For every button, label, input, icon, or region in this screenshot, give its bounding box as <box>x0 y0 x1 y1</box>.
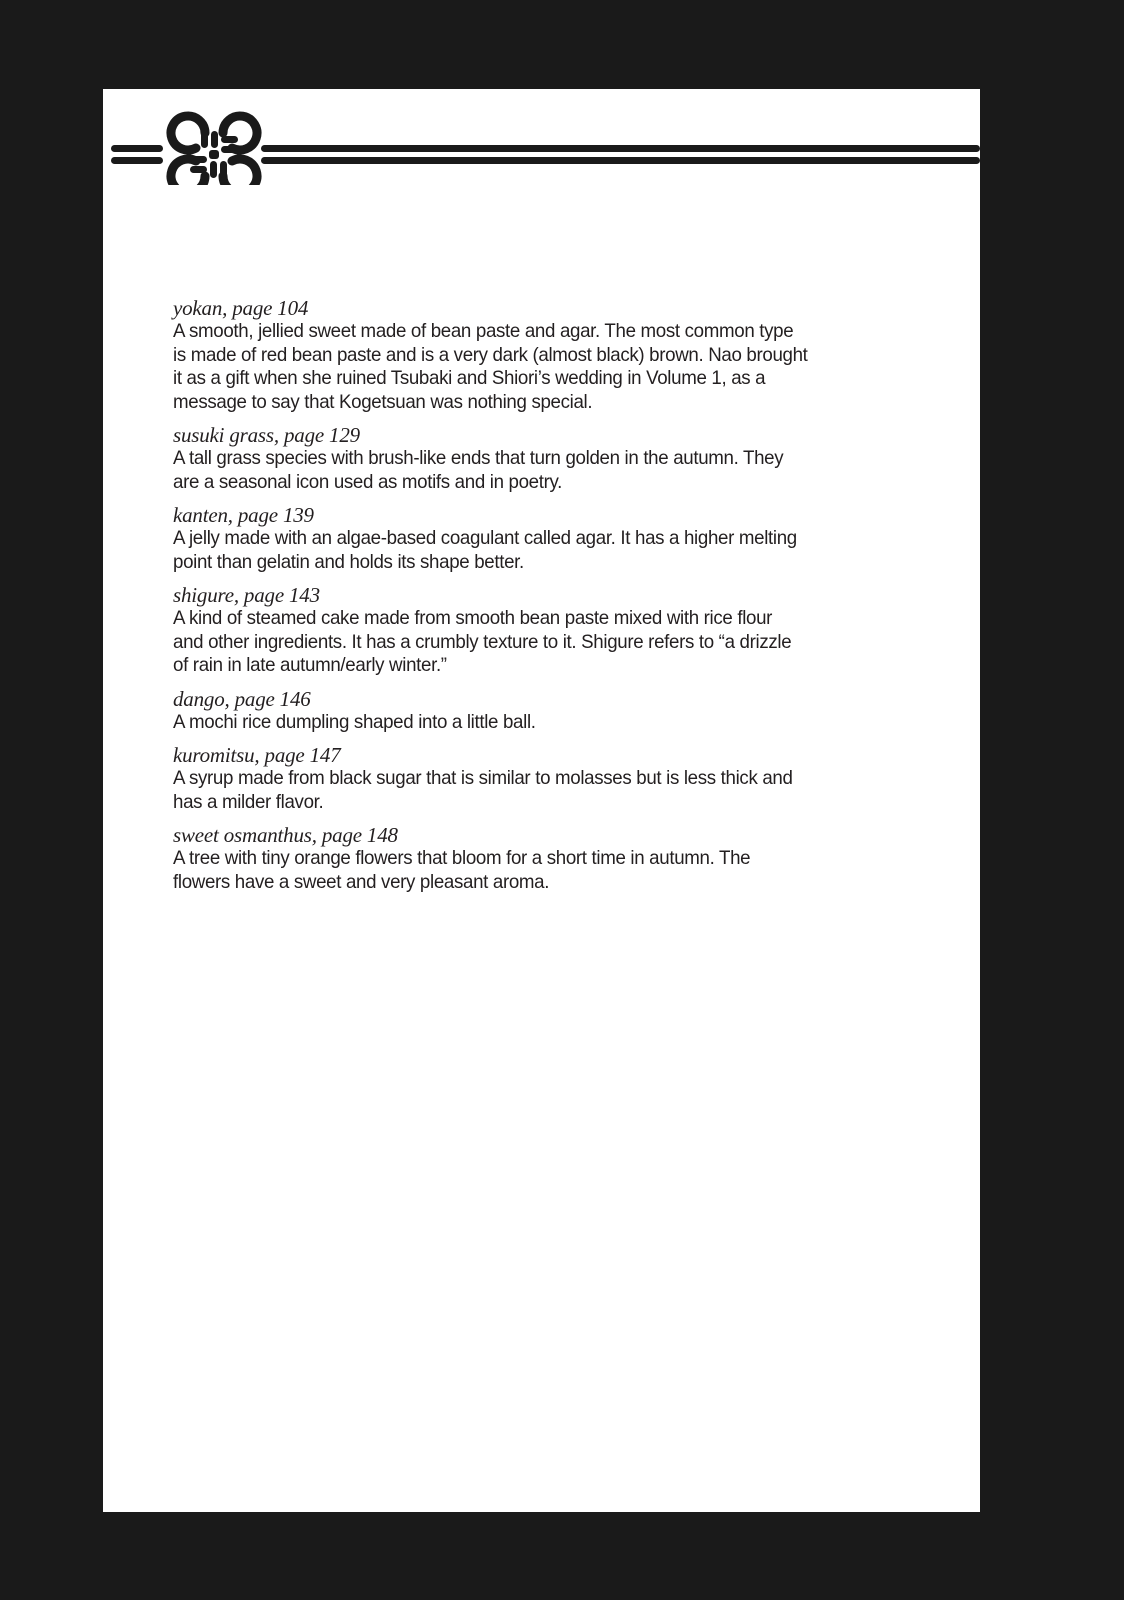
glossary-entry-kuromitsu <box>173 743 933 814</box>
glossary-definition: A tree with tiny orange flowers that bloom for a short time in autumn. The flowers have a sweet and very pleasant aroma. <box>173 847 751 893</box>
glossary-definition: A jelly made with an algae-based coagulant called agar. It has a higher melting point than gelatin and holds its shape better. <box>173 527 797 573</box>
glossary-entry-sweet-osmanthus <box>173 823 933 894</box>
glossary-term: kuromitsu, page 147 <box>173 743 341 767</box>
glossary-entry-susuki-grass <box>173 423 933 494</box>
glossary-entry-kanten <box>173 503 933 574</box>
glossary-term: sweet osmanthus, page 148 <box>173 823 398 847</box>
document-page <box>103 89 980 1512</box>
glossary-entry-yokan <box>173 296 933 414</box>
glossary-definition: A mochi rice dumpling shaped into a little ball. <box>173 710 536 733</box>
glossary-definition: A smooth, jellied sweet made of bean paste and agar. The most common type is made of red bean paste and is a very dark (almost black) brown. Nao brought it as a gift when she ruined Tsubaki and Shiori’s wedding in Volume 1, as a message to say that Kogetsuan was nothing special. <box>173 320 808 413</box>
knot-ornament-icon <box>111 101 980 185</box>
glossary-term: kanten, page 139 <box>173 503 314 527</box>
glossary-term: yokan, page 104 <box>173 296 309 320</box>
glossary-term: shigure, page 143 <box>173 583 320 607</box>
glossary-term: susuki grass, page 129 <box>173 423 360 447</box>
glossary-term: dango, page 146 <box>173 686 311 711</box>
glossary-entry-dango <box>173 687 933 735</box>
glossary-list <box>173 296 933 903</box>
glossary-definition: A tall grass species with brush-like ends that turn golden in the autumn. They are a seasonal icon used as motifs and in poetry. <box>173 447 784 493</box>
glossary-definition: A syrup made from black sugar that is similar to molasses but is less thick and has a milder flavor. <box>173 767 793 813</box>
glossary-entry-shigure <box>173 583 933 678</box>
glossary-definition: A kind of steamed cake made from smooth bean paste mixed with rice flour and other ingredients. It has a crumbly texture to it. Shigure refers to “a drizzle of rain in late autumn/early winter.” <box>173 607 792 676</box>
